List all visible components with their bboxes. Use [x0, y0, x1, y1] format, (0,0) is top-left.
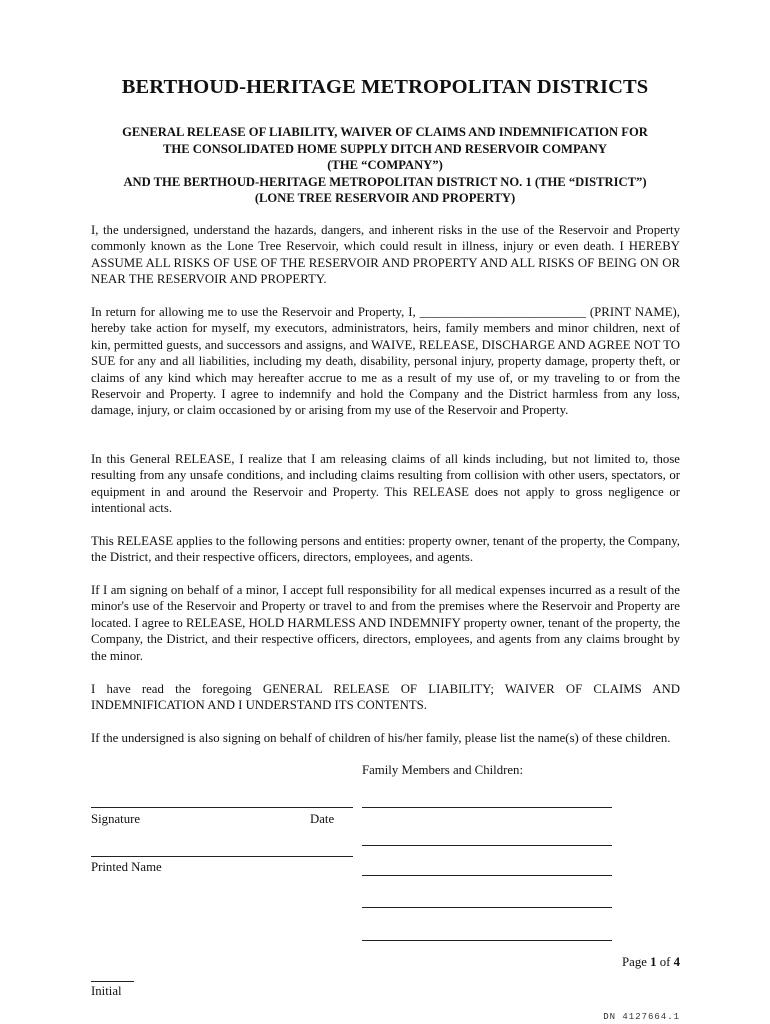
paragraph-applies-to: This RELEASE applies to the following persons and entities: property owner, tenant of the property, the Company, the District, and their respective officers, directors, employees, and agents. [91, 534, 680, 565]
release-heading [80, 124, 690, 207]
heading-line: THE CONSOLIDATED HOME SUPPLY DITCH AND RESERVOIR COMPANY [163, 141, 607, 156]
heading-line: GENERAL RELEASE OF LIABILITY, WAIVER OF CLAIMS AND INDEMNIFICATION FOR [122, 125, 648, 139]
paragraph-acknowledgement: I have read the foregoing GENERAL RELEASE OF LIABILITY; WAIVER OF CLAIMS AND INDEMNIFICATION AND I UNDERSTAND ITS CONTENTS. [91, 682, 680, 713]
heading-line: AND THE BERTHOUD-HERITAGE METROPOLITAN DISTRICT NO. 1 (THE “DISTRICT”) [123, 174, 647, 189]
printed-name-line[interactable] [91, 856, 353, 857]
family-member-line[interactable] [362, 807, 612, 808]
family-member-line[interactable] [362, 907, 612, 908]
page-of: of [656, 955, 674, 969]
heading-line: (THE “COMPANY”) [327, 158, 443, 173]
heading-line: (LONE TREE RESERVOIR AND PROPERTY) [254, 191, 516, 206]
paragraph-general-release: In this General RELEASE, I realize that I am releasing claims of all kinds including, but not limited to, those resulting from any unsafe conditions, and including claims resulting from collision with other users, spectators, or equipment in and around the Reservoir and Property. This RELEASE does not apply to gross negligence or intentional acts. [91, 452, 680, 516]
page-prefix: Page [622, 955, 651, 969]
paragraph-minor: If I am signing on behalf of a minor, I accept full responsibility for all medical expenses incurred as a result of the minor's use of the Reservoir and Property or travel to and from the premises where the Reservoir and Property are located. I agree to RELEASE, HOLD HARMLESS AND INDEMNIFY property owner, tenant of the property, the Company, the District, and their respective officers, directors, employees, and agents from any claims brought by the minor. [91, 583, 680, 663]
paragraph-assumption-of-risk: I, the undersigned, understand the hazards, dangers, and inherent risks in the use of the Reservoir and Property commonly known as the Lone Tree Reservoir, which could result in illness, injury or even death. I HEREBY ASSUME ALL RISKS OF USE OF THE RESERVOIR AND PROPERTY AND ALL RISKS OF BEING ON OR NEAR THE RESERVOIR AND PROPERTY. [91, 223, 680, 287]
page-current: 1 [650, 955, 657, 969]
initial-line[interactable] [91, 981, 134, 982]
family-member-line[interactable] [362, 875, 612, 876]
signature-line[interactable] [91, 807, 353, 808]
page-title: BERTHOUD-HERITAGE METROPOLITAN DISTRICTS [121, 76, 649, 98]
family-members-label: Family Members and Children: [362, 763, 524, 777]
page-total: 4 [673, 955, 680, 969]
paragraph-waiver: In return for allowing me to use the Reservoir and Property, I, __________________________ (PRINT NAME), hereby take action for myself, my executors, administrators, heirs, family members and minor children, next of kin, permitted guests, and successors and assigns, and WAIVE, RELEASE, DISCHARGE AND AGREE NOT TO SUE for any and all liabilities, including my death, disability, personal injury, property damage, property theft, or claims of any kind which may hereafter accrue to me as a result of my use of, or my traveling to or from the Reservoir and Property. I agree to indemnify and hold the Company and the District harmless from any loss, damage, injury, or claim occasioned by or arising from my use of the Reservoir and Property. [91, 305, 680, 418]
date-label: Date [310, 812, 335, 826]
paragraph-children: If the undersigned is also signing on behalf of children of his/her family, please list the name(s) of these children. [91, 731, 671, 745]
family-member-line[interactable] [362, 940, 612, 941]
initial-label: Initial [91, 984, 122, 998]
signature-label: Signature [91, 812, 141, 826]
page-number [622, 955, 680, 970]
document-number: DN 4127664.1 [603, 1012, 680, 1022]
printed-name-label: Printed Name [91, 860, 162, 874]
family-member-line[interactable] [362, 845, 612, 846]
